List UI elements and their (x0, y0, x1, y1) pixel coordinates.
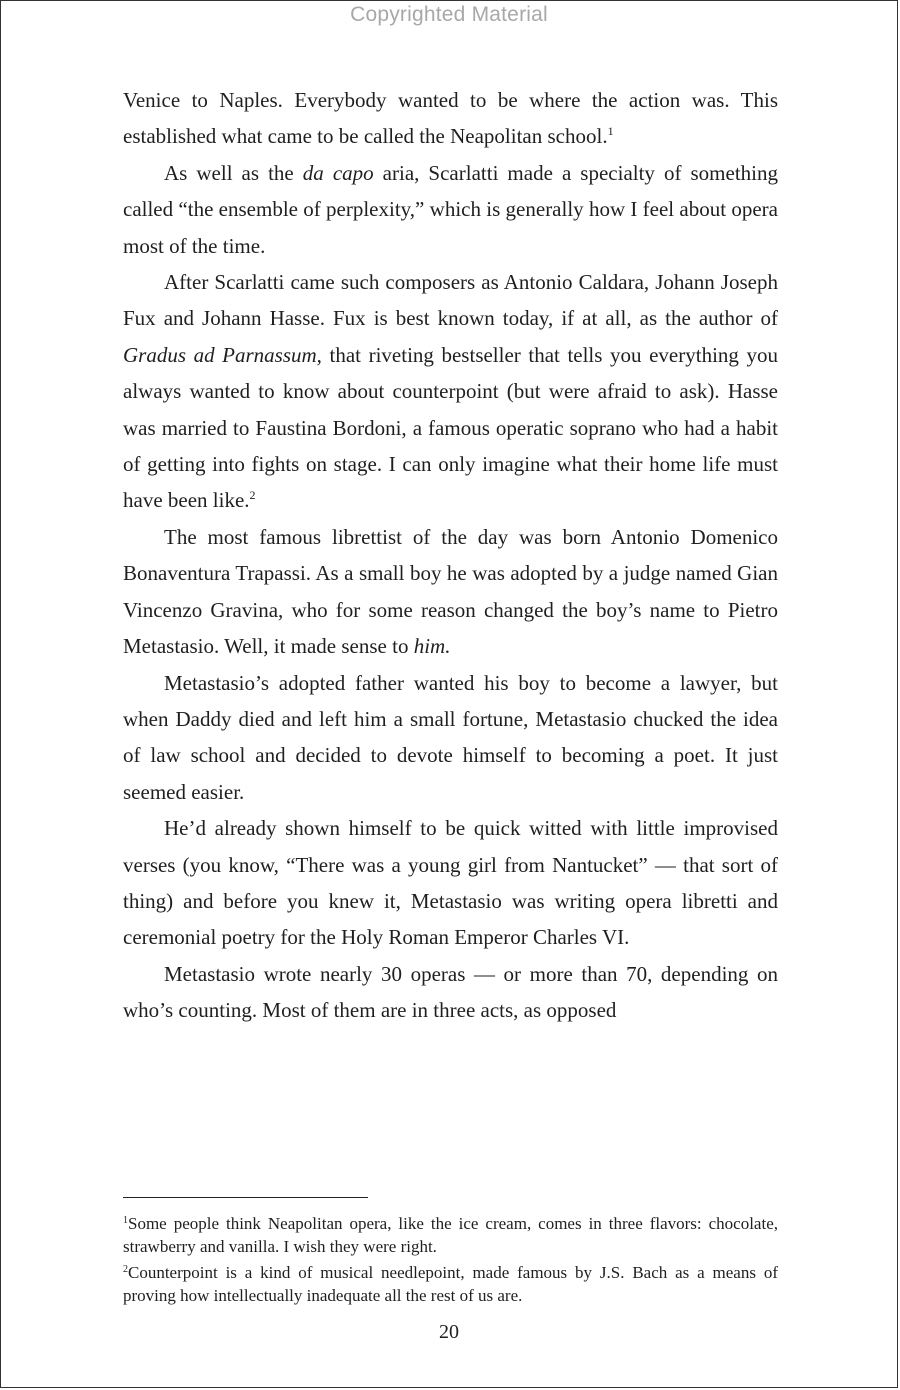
footnotes (123, 1213, 778, 1311)
italic-word: him. (413, 634, 451, 659)
paragraph: As well as the da capo aria, Scarlatti made a specialty of something called “the ensemble of perplexity,” which is generally how I feel about opera most of the time. (123, 160, 778, 258)
paragraph: Metastasio’s adopted father wanted his boy to become a lawyer, but when Daddy died and left him a small fortune, Metastasio chucked the idea of law school and decided to devote himself to becoming a poet. It just seemed easier. (123, 670, 778, 804)
paragraph: The most famous librettist of the day was born Antonio Domenico Bonaventura Trapassi. As a small boy he was adopted by a judge named Gian Vincenzo Gravina, who for some reason changed the boy’s name to Pietro Metastasio. Well, it made sense to him. (123, 524, 778, 659)
paragraph: After Scarlatti came such composers as Antonio Caldara, Johann Joseph Fux and Johann Hasse. Fux is best known today, if at all, as the author of Gradus ad Parnassum, that riveting bestseller that tells you everything you always wanted to know about counterpoint (but were afraid to ask). Hasse was married to Faustina Bordoni, a famous operatic soprano who had a habit of getting into fights on stage. I can only imagine what their home life must have been like.$^2$ (123, 270, 778, 513)
copyright-watermark: Copyrighted Material (350, 3, 548, 26)
paragraph: He’d already shown himself to be quick witted with little improvised verses (you know, “There was a young girl from Nantucket” — that sort of thing) and before you knew it, Metastasio was writing opera libretti and ceremonial poetry for the Holy Roman Emperor Charles VI. (123, 816, 778, 950)
italic-title: Gradus ad Parnassum, (123, 342, 322, 367)
footnote: $^1$Some people think Neapolitan opera, like the ice cream, comes in three flavors: chocolate, strawberry and vanilla. I wish they were right. (123, 1214, 778, 1256)
footnote-marker: 1 (607, 124, 614, 139)
paragraph: Metastasio wrote nearly 30 operas — or more than 70, depending on who’s counting. Most of them are in three acts, as opposed (123, 961, 778, 1023)
footnote: $^2$Counterpoint is a kind of musical needlepoint, made famous by J.S. Bach as a means of proving how intellectually inadequate all the rest of us are. (123, 1263, 778, 1305)
paragraph: Venice to Naples. Everybody wanted to be where the action was. This established what came to be called the Neapolitan school.$^1$ (123, 88, 778, 149)
footnote-divider (123, 1197, 368, 1198)
body-text (123, 82, 778, 1029)
italic-term: da capo (302, 160, 374, 185)
page-number: 20 (439, 1321, 459, 1343)
footnote-marker: 2 (249, 488, 256, 503)
